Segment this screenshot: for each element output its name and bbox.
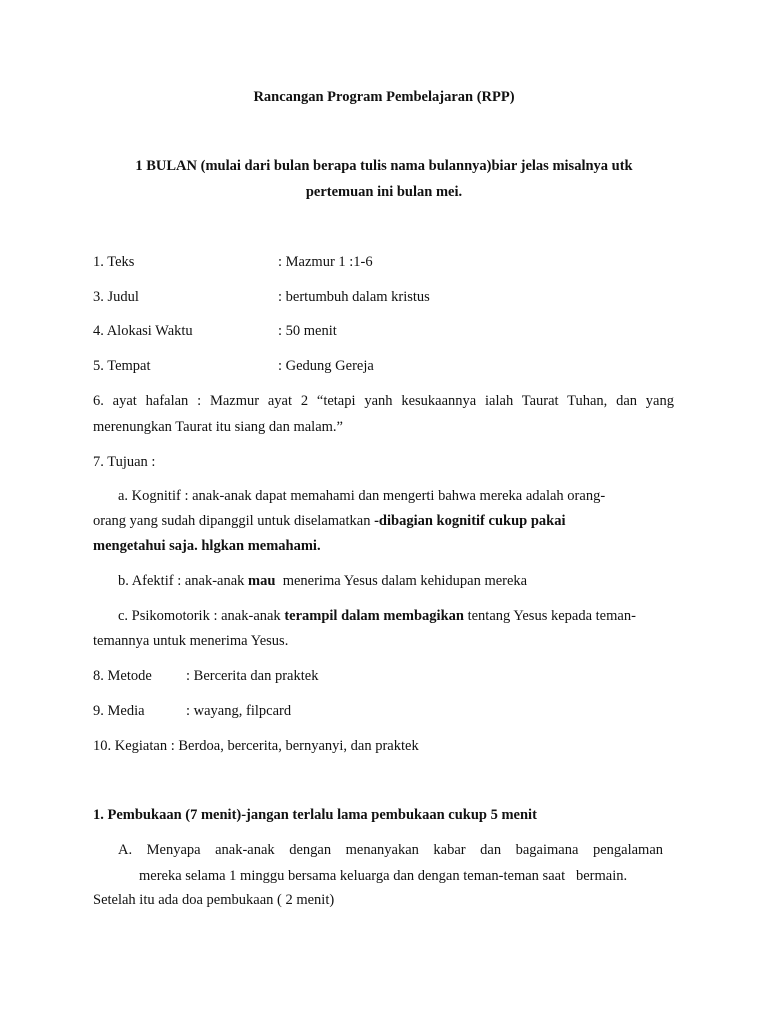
tempat-label: 5. Tempat <box>93 358 151 374</box>
psiko-post: tentang Yesus kepada teman- <box>463 608 636 624</box>
judul-label: 3. Judul <box>93 289 139 305</box>
hafalan-line-2: merenungkan Taurat itu siang dan malam.” <box>93 419 343 435</box>
psiko-pre: c. Psikomotorik : anak-anak <box>118 608 285 624</box>
kognitif-line-2 <box>93 512 566 530</box>
afektif-pre: b. Afektif : anak-anak <box>118 573 249 589</box>
afektif-post: menerima Yesus dalam kehidupan mereka <box>275 573 528 589</box>
afektif-bold: mau <box>248 573 276 589</box>
pembukaan-heading: 1. Pembukaan (7 menit)-jangan terlalu lama pembukaan cukup 5 menit <box>93 807 537 823</box>
hafalan-line-1: 6. ayat hafalan : Mazmur ayat 2 “tetapi yanh kesukaannya ialah Taurat Tuhan, dan yang <box>93 393 674 409</box>
psiko-bold: terampil dalam membagikan <box>284 608 464 624</box>
alokasi-value: : 50 menit <box>278 323 337 339</box>
pembukaan-a-line-2: mereka selama 1 minggu bersama keluarga dan dengan teman-teman saat bermain. <box>139 868 628 884</box>
kognitif-line-1: a. Kognitif : anak-anak dapat memahami dan mengerti bahwa mereka adalah orang- <box>118 488 606 504</box>
kognitif-line-2-text: orang yang sudah dipanggil untuk diselamatkan <box>93 513 375 529</box>
pembukaan-a-line-1: A. Menyapa anak-anak dengan menanyakan kabar dan bagaimana pengalaman <box>118 842 663 858</box>
alokasi-label: 4. Alokasi Waktu <box>93 323 193 339</box>
tempat-value: : Gedung Gereja <box>278 358 374 374</box>
pembukaan-a-line-3: Setelah itu ada doa pembukaan ( 2 menit) <box>93 892 335 908</box>
tujuan-heading: 7. Tujuan : <box>93 454 156 470</box>
psikomotorik-line-2: temannya untuk menerima Yesus. <box>93 633 289 649</box>
metode-label: 8. Metode <box>93 668 152 684</box>
kognitif-comment: -dibagian kognitif cukup pakai <box>374 513 566 529</box>
teks-label: 1. Teks <box>93 254 135 270</box>
teks-value: : Mazmur 1 :1-6 <box>278 254 373 270</box>
note-line-2: pertemuan ini bulan mei. <box>305 184 463 200</box>
judul-value: : bertumbuh dalam kristus <box>278 289 430 305</box>
document-title: Rancangan Program Pembelajaran (RPP) <box>253 89 515 105</box>
metode-value: : Bercerita dan praktek <box>186 668 319 684</box>
kognitif-line-3: mengetahui saja. hlgkan memahami. <box>93 538 321 554</box>
media-value: : wayang, filpcard <box>186 703 292 719</box>
media-label: 9. Media <box>93 703 145 719</box>
afektif-line <box>118 572 527 590</box>
psikomotorik-line-1 <box>118 607 636 625</box>
note-line-1: 1 BULAN (mulai dari bulan berapa tulis nama bulannya)biar jelas misalnya utk <box>135 158 633 174</box>
kegiatan-line: 10. Kegiatan : Berdoa, bercerita, bernyanyi, dan praktek <box>93 738 419 754</box>
